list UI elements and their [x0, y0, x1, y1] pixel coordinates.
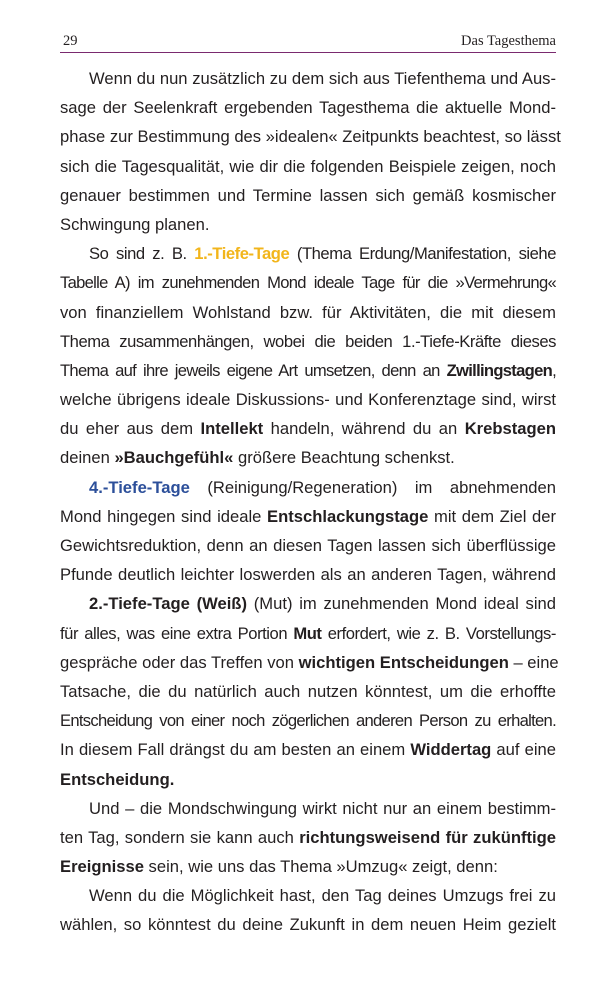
emphasis: Intellekt [200, 419, 264, 439]
text-span: Mond hingegen sind ideale [60, 506, 268, 526]
text-line [60, 619, 556, 648]
text-line [60, 852, 556, 881]
text-span: , [552, 360, 556, 380]
page-number: 29 [63, 33, 78, 49]
text-span: (Reinigung/Regeneration) im abnehmenden [189, 477, 556, 497]
text-line [60, 823, 556, 852]
text-line: sich die Tagesqualität, wie dir die folgenden Beispiele zeigen, noch [60, 156, 556, 176]
running-header [60, 32, 556, 53]
text-line [60, 414, 556, 443]
emphasis: Krebstagen [464, 419, 556, 439]
text-line: Gewichtsreduktion, denn an diesen Tagen lassen sich überflüssige [60, 536, 556, 555]
text-line [60, 356, 556, 385]
text-span: (Thema Erdung/Manifestation, siehe [289, 244, 556, 264]
text-line: Pfunde deutlich leichter loswerden als an anderen Tagen, während [60, 565, 556, 585]
text-line [60, 473, 556, 502]
paragraph [60, 64, 561, 239]
text-span: sein, wie uns das Thema »Umzug« zeigt, denn: [143, 857, 498, 877]
paragraph [60, 589, 559, 793]
text-span: gespräche oder das Treffen von [60, 652, 299, 672]
emphasis: Entschlackungstage [267, 506, 429, 526]
emphasis: Mut [293, 623, 322, 643]
text-line: wählen, so könntest du deine Zukunft in dem neuen Heim gezielt [60, 915, 556, 935]
text-span: So sind z. B. [89, 244, 195, 264]
text-line: phase zur Bestimmung des »idealen« Zeitpunkts beachtest, so lässt [60, 127, 561, 147]
text-line: von finanziellem Wohlstand bzw. für Aktivitäten, die mit diesem [60, 302, 556, 322]
paragraph [60, 239, 556, 473]
text-span: auf eine [491, 740, 556, 760]
text-line: Schwingung planen. [60, 214, 210, 234]
body-text [60, 64, 561, 940]
text-line [60, 648, 559, 677]
text-span: deinen [60, 448, 115, 468]
emphasis: »Bauchgefühl« [114, 448, 234, 468]
text-line: Wenn du nun zusätzlich zu dem sich aus Tiefenthema und Aus- [89, 69, 556, 88]
text-line: Thema zusammenhängen, wobei die beiden 1.-Tiefe-Kräfte dieses [60, 331, 556, 351]
text-line: Wenn du die Möglichkeit hast, den Tag deines Umzugs frei zu [89, 886, 556, 906]
chapter-title: Das Tagesthema [461, 33, 556, 49]
text-span: ten Tag, sondern sie kann auch [60, 827, 300, 847]
text-line [60, 443, 556, 472]
text-line: Tatsache, die du natürlich auch nutzen könntest, um die erhoffte [60, 681, 556, 701]
text-line: genauer bestimmen und Termine lassen sich gemäß kosmischer [60, 185, 556, 205]
text-span: du eher aus dem [60, 419, 201, 439]
text-line [60, 765, 556, 794]
text-span: mit dem Ziel der [428, 506, 557, 526]
text-span: (Mut) im zunehmenden Mond ideal sind [246, 594, 556, 614]
text-line: welche übrigens ideale Diskussions- und Konferenztage sind, wirst [60, 390, 556, 410]
paragraph [60, 473, 556, 590]
first-depth-days-term: 1.-Tiefe-Tage [194, 244, 290, 264]
text-line: Tabelle A) im zunehmenden Mond ideale Tage für die »Vermehrung« [60, 273, 556, 293]
text-span: größere Beachtung schenkst. [233, 448, 455, 468]
paragraph [60, 794, 556, 882]
fourth-depth-days-term: 4.-Tiefe-Tage [89, 477, 190, 497]
text-span: Thema auf ihre jeweils eigene Art umsetzen, denn an [60, 360, 447, 380]
text-line [60, 735, 556, 764]
emphasis: 2.-Tiefe-Tage (Weiß) [89, 594, 247, 614]
emphasis: Entscheidung. [60, 769, 175, 789]
emphasis: wichtigen Entscheidungen [298, 652, 509, 672]
emphasis: Zwillingstagen [446, 360, 553, 380]
text-line: Und – die Mondschwingung wirkt nicht nur an einem bestimm- [89, 798, 556, 818]
emphasis: Ereignisse [60, 857, 144, 877]
text-line [60, 589, 556, 618]
text-span: handeln, während du an [263, 419, 465, 439]
text-line: Entscheidung von einer noch zögerlichen anderen Person zu erhalten. [60, 711, 556, 731]
text-span: für alles, was eine extra Portion [60, 623, 294, 643]
text-line: sage der Seelenkraft ergebenden Tagesthema die aktuelle Mond- [60, 98, 556, 118]
emphasis: Widdertag [410, 740, 492, 760]
text-span: – eine [508, 652, 559, 672]
paragraph [60, 881, 556, 939]
emphasis: richtungsweisend für zukünftige [299, 827, 556, 847]
text-line [60, 502, 556, 531]
text-span: In diesem Fall drängst du am besten an einem [60, 740, 411, 760]
text-span: erfordert, wie z. B. Vorstellungs- [321, 623, 556, 643]
text-line [60, 239, 556, 268]
